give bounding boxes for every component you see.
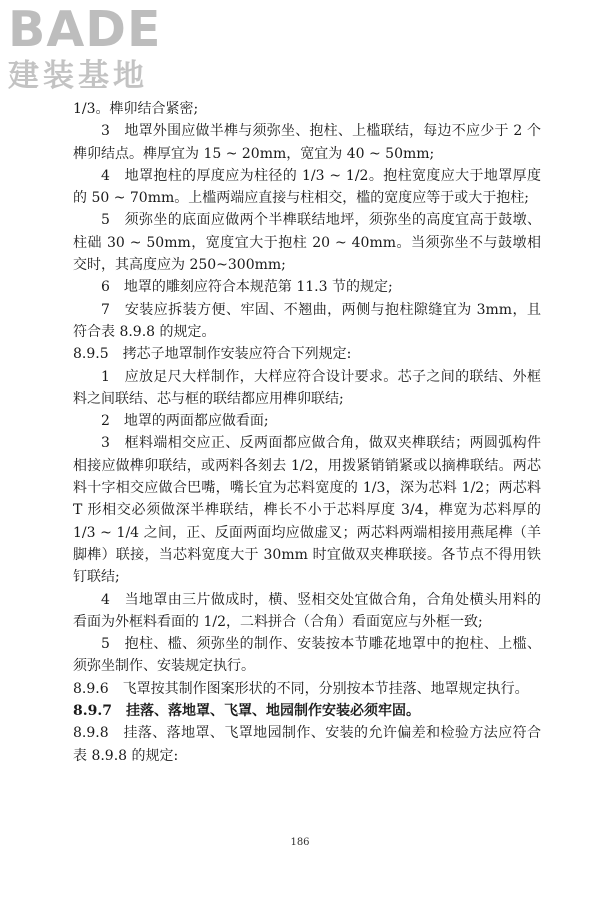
section-heading: 8.9.6 飞罩按其制作图案形状的不同，分别按本节挂落、地罩规定执行。: [73, 680, 529, 697]
paragraph: 4 当地罩由三片做成时，横、竖相交处宜做合角，合角处横头用料的看面为外框料看面的 1/2，二料拼合（合角）看面宽应与外框一致;: [73, 591, 541, 630]
page-number: 186: [290, 837, 310, 848]
document-body: [73, 98, 541, 767]
paragraph: 5 须弥坐的底面应做两个半榫联结地坪，须弥坐的高度宜高于鼓墩、柱础 30 ~ 50mm，宽度宜大于抱柱 20 ~ 40mm。当须弥坐不与鼓墩相交时，其高度应为 250~300mm;: [73, 212, 541, 274]
section-heading: 8.9.5 拷芯子地罩制作安装应符合下列规定:: [73, 346, 352, 363]
section-heading-mandatory: 8.9.7 挂落、落地罩、飞罩、地园制作安装必须牢固。: [73, 703, 420, 720]
logo: [8, 1, 178, 94]
paragraph: 3 地罩外围应做半榫与须弥坐、抱柱、上槛联结，每边不应少于 2 个榫卯结点。榫厚宜为 15 ~ 20mm，宽宜为 40 ~ 50mm;: [73, 123, 541, 162]
paragraph: 1 应放足尺大样制作，大样应符合设计要求。芯子之间的联结、外框料之间联结、芯与框的联结都应用榫卯联结;: [73, 368, 541, 407]
paragraph: 7 安装应拆装方便、牢固、不翘曲，两侧与抱柱隙缝宜为 3mm，且符合表 8.9.8 的规定。: [73, 301, 541, 340]
paragraph: 4 地罩抱柱的厚度应为柱径的 1/3 ~ 1/2。抱柱宽度应大于地罩厚度的 50 ~ 70mm。上槛两端应直接与柱相交，槛的宽度应等于或大于抱柱;: [73, 167, 541, 207]
logo-subtitle: 建装基地: [8, 58, 148, 94]
paragraph: 1/3。榫卯结合紧密;: [73, 101, 199, 117]
paragraph: 2 地罩的两面都应做看面;: [101, 413, 269, 430]
paragraph: 6 地罩的雕刻应符合本规范第 11.3 节的规定;: [101, 279, 393, 296]
paragraph: 3 框料端相交应正、反两面都应做合角，做双夹榫联结；两圆弧构件相接应做榫卯联结，或两料各刻去 1/2，用拨紧销销紧或以摘榫联结。两芯料十字相交应做合巴嘴，嘴长宜为芯料宽度的 1/3，深为芯料 1/2；两芯料 T 形相交必须做深半榫联结，榫长不小于芯料厚度 3/4，榫宽为芯料厚的 1/3 ~ 1/4 之间，正、反面两面均应做虚叉；两芯料两端相接用燕尾榫（羊脚榫）联接，当芯料宽度大于 30mm 时宜做双夹榫联接。各节点不得用铁钉联结;: [73, 435, 541, 586]
logo-wordmark: BADE: [8, 1, 162, 58]
paragraph: 5 抱柱、槛、须弥坐的制作、安装按本节雕花地罩中的抱柱、上槛、须弥坐制作、安装规定执行。: [73, 636, 541, 675]
section-heading: 8.9.8 挂落、落地罩、飞罩地园制作、安装的允许偏差和检验方法应符合表 8.9.8 的规定:: [73, 725, 541, 764]
